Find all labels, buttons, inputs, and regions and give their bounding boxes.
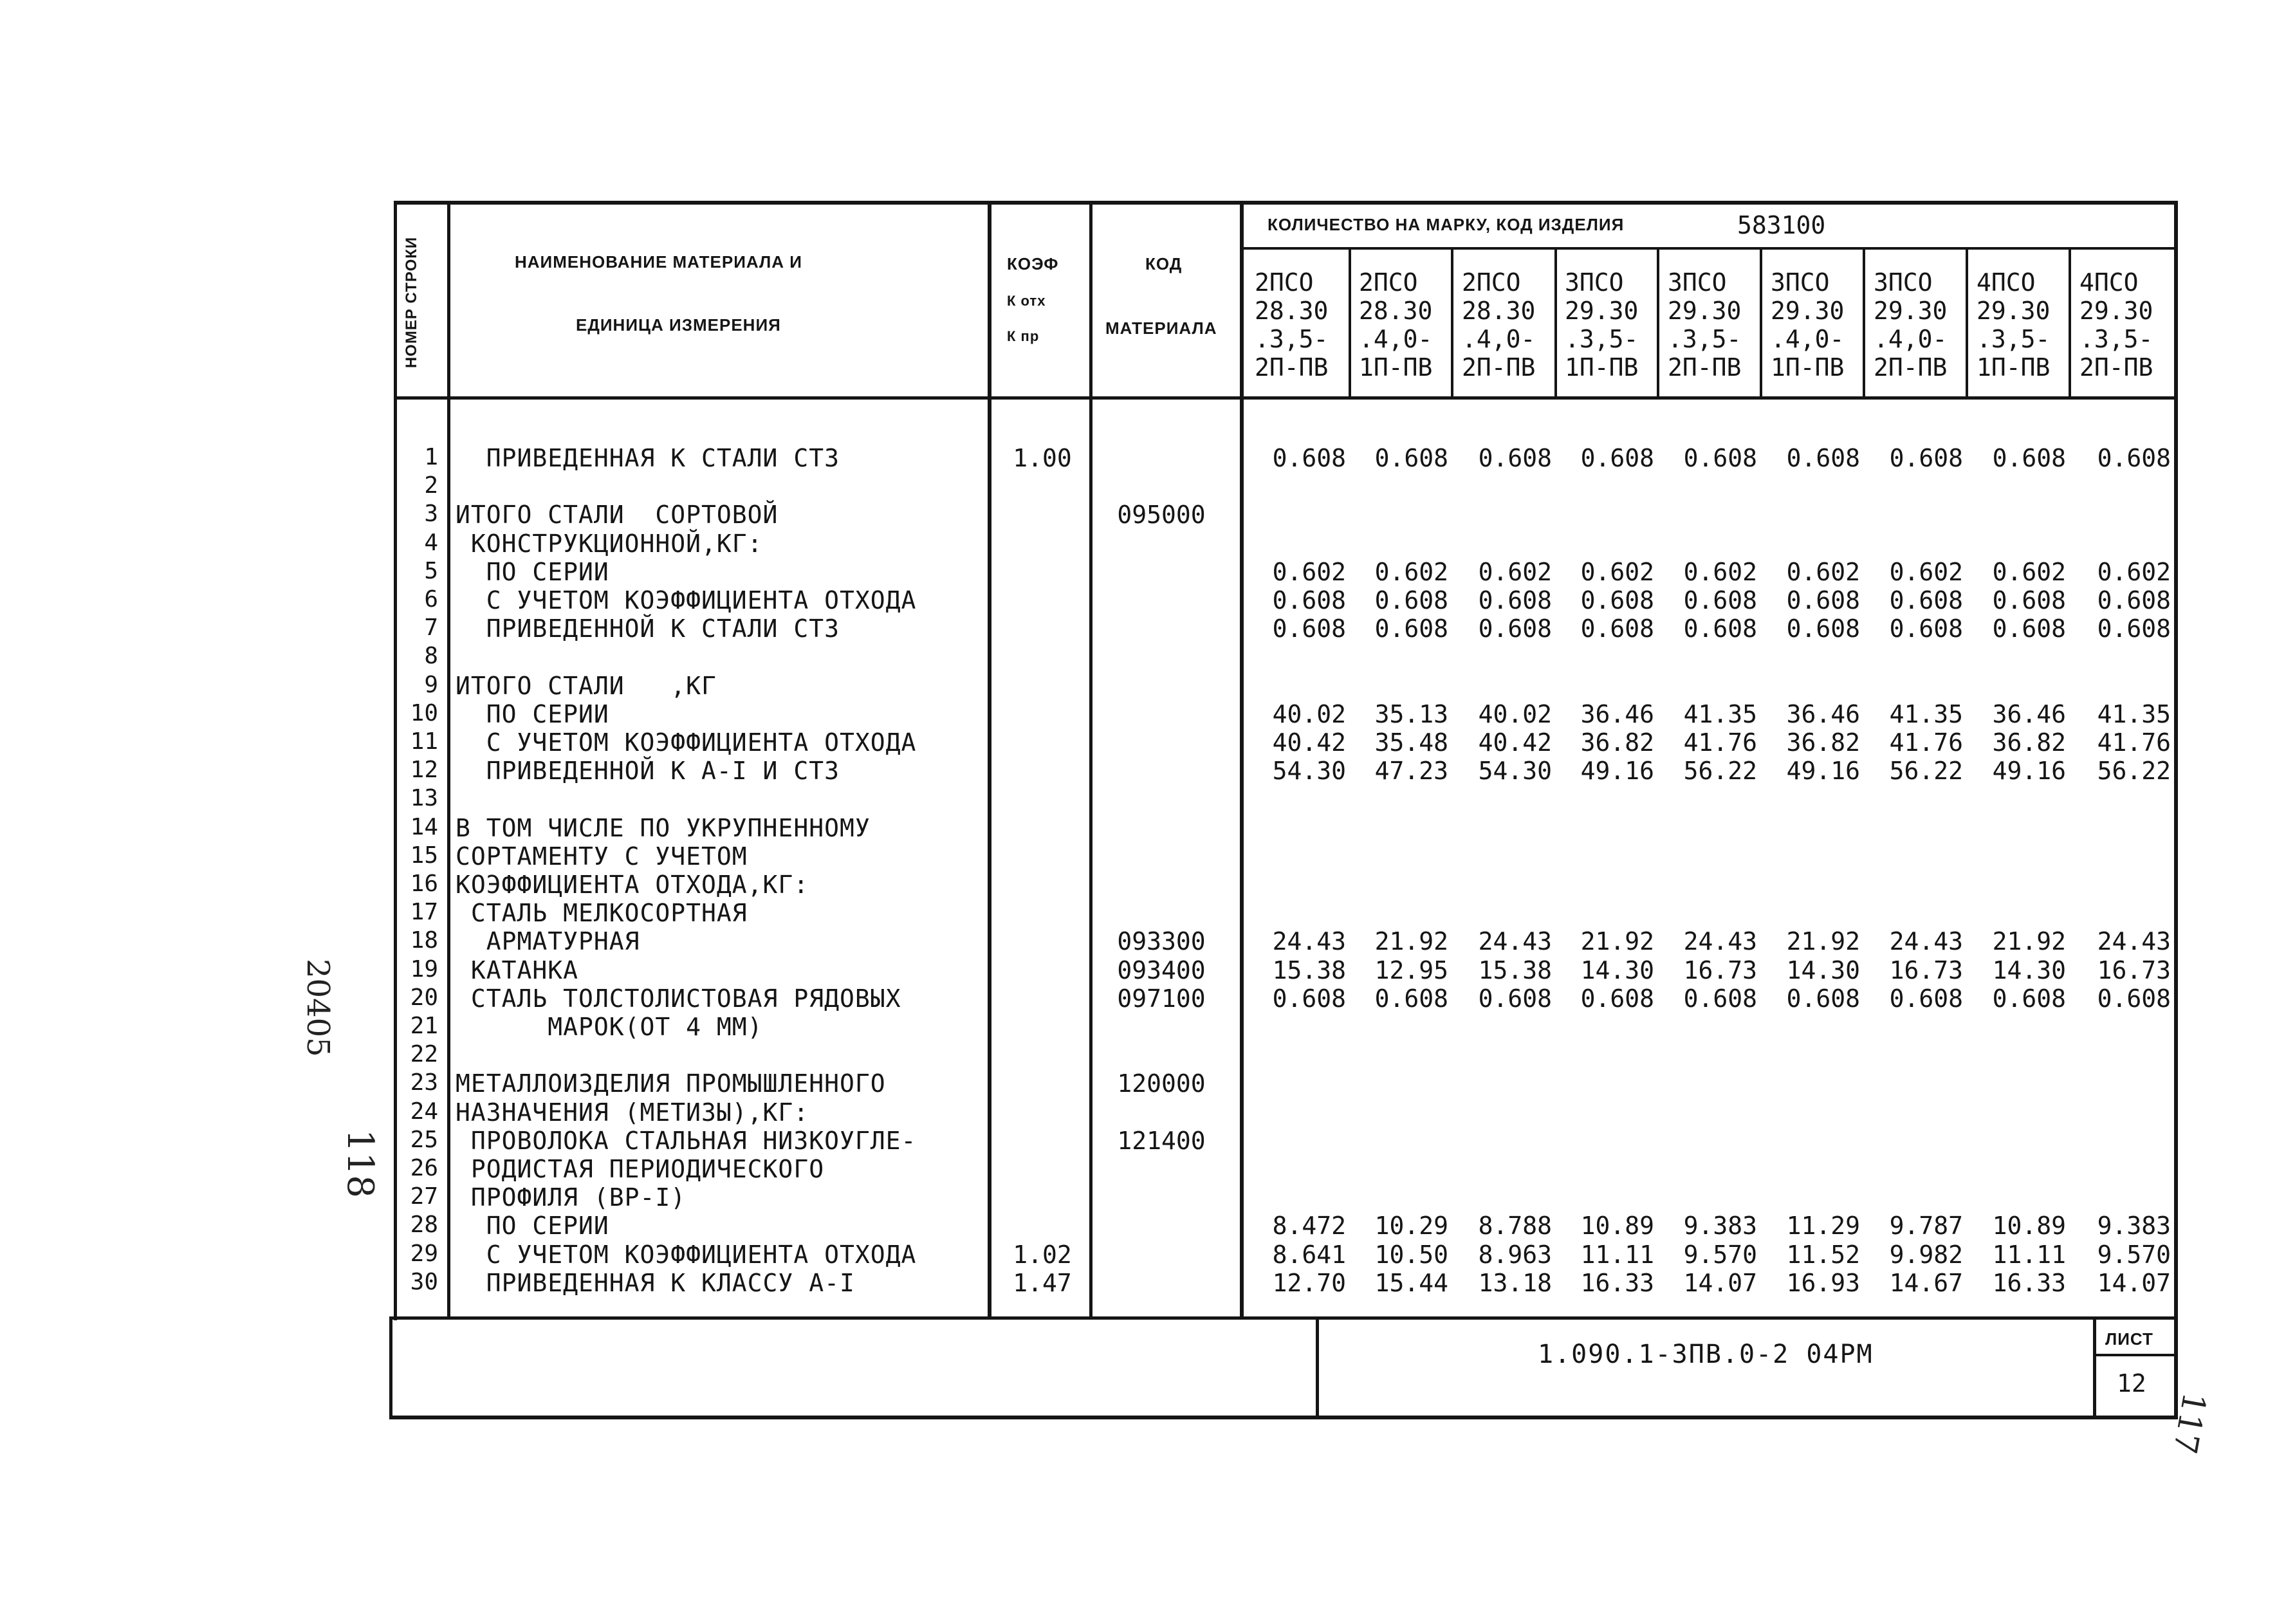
row-quantity-value: 16.33 — [1580, 1268, 1654, 1297]
row-quantity-value: 49.16 — [1580, 757, 1654, 786]
mark-sep-6 — [1863, 248, 1865, 398]
row-quantity-value: 0.602 — [1272, 557, 1346, 586]
row-quantity-value: 40.42 — [1272, 728, 1346, 757]
mark-2-line-1: 2ПСО — [1359, 268, 1418, 297]
row-quantity-value: 49.16 — [1992, 757, 2066, 786]
row-quantity-value: 35.48 — [1374, 728, 1448, 757]
row-quantity-value: 15.38 — [1272, 955, 1346, 984]
mark-sep-8 — [2069, 248, 2071, 398]
row-quantity-value: 10.50 — [1374, 1240, 1448, 1269]
row-quantity-value: 41.35 — [1889, 699, 1963, 728]
quantity-header: КОЛИЧЕСТВО НА МАРКУ, КОД ИЗДЕЛИЯ — [1268, 215, 1625, 234]
row-number: 30 — [410, 1268, 438, 1295]
row-quantity-value: 0.608 — [1992, 614, 2066, 643]
row-quantity-value: 0.608 — [1683, 984, 1757, 1013]
row-quantity-value: 11.11 — [1992, 1240, 2066, 1269]
row-quantity-value: 0.608 — [1992, 444, 2066, 472]
row-description: В ТОМ ЧИСЛЕ ПО УКРУПНЕННОМУ — [456, 813, 871, 842]
row-quantity-value: 0.608 — [1272, 984, 1346, 1013]
row-quantity-value: 36.82 — [1992, 728, 2066, 757]
row-material-code: 121400 — [1117, 1126, 1206, 1155]
row-description: СТАЛЬ МЕЛКОСОРТНАЯ — [456, 899, 748, 928]
row-quantity-value: 14.07 — [2097, 1268, 2171, 1297]
title-block-left-line — [1316, 1316, 1319, 1418]
col-sep-coef — [1089, 201, 1092, 1320]
mark-sep-4 — [1657, 248, 1659, 398]
mark-5-line-4: 2П-ПВ — [1668, 353, 1742, 382]
row-quantity-value: 9.570 — [2097, 1240, 2171, 1269]
mark-4-line-1: 3ПСО — [1565, 268, 1624, 297]
row-number: 23 — [410, 1069, 438, 1096]
title-block-sheet-label-line — [2093, 1354, 2177, 1356]
row-number: 4 — [424, 529, 438, 556]
row-quantity-value: 8.472 — [1272, 1212, 1346, 1241]
frame-right-line — [2174, 201, 2178, 1419]
row-quantity-value: 0.608 — [2097, 444, 2171, 472]
qty-header-line — [1242, 247, 2177, 250]
row-quantity-value: 40.02 — [1478, 699, 1552, 728]
row-quantity-value: 0.602 — [1889, 557, 1963, 586]
mark-4-line-2: 29.30 — [1565, 297, 1639, 325]
mark-9-line-2: 29.30 — [2079, 297, 2153, 325]
row-quantity-value: 16.93 — [1786, 1268, 1860, 1297]
row-quantity-value: 24.43 — [1272, 927, 1346, 956]
row-quantity-value: 0.608 — [1374, 586, 1448, 614]
mark-6-line-2: 29.30 — [1771, 297, 1845, 325]
row-quantity-value: 16.73 — [2097, 955, 2171, 984]
row-quantity-value: 0.608 — [1478, 444, 1552, 472]
mark-3-line-3: .4,0- — [1462, 325, 1536, 353]
row-description: СТАЛЬ ТОЛСТОЛИСТОВАЯ РЯДОВЫХ — [456, 984, 901, 1013]
row-material-code: 093300 — [1117, 927, 1206, 956]
row-quantity-value: 0.608 — [1580, 984, 1654, 1013]
row-description: СОРТАМЕНТУ С УЧЕТОМ — [456, 842, 748, 871]
row-description: НАЗНАЧЕНИЯ (МЕТИЗЫ),КГ: — [456, 1098, 809, 1127]
row-description: ИТОГО СТАЛИ СОРТОВОЙ — [456, 501, 779, 530]
row-number: 17 — [410, 899, 438, 926]
row-description: ПО СЕРИИ — [456, 557, 609, 586]
row-quantity-value: 14.07 — [1683, 1268, 1757, 1297]
row-number: 12 — [410, 757, 438, 784]
mark-9-line-4: 2П-ПВ — [2079, 353, 2153, 382]
row-quantity-value: 41.35 — [1683, 699, 1757, 728]
row-quantity-value: 36.46 — [1580, 699, 1654, 728]
row-description: С УЧЕТОМ КОЭФФИЦИЕНТА ОТХОДА — [456, 1240, 917, 1269]
mark-sep-3 — [1554, 248, 1557, 398]
row-number: 6 — [424, 586, 438, 613]
row-quantity-value: 0.602 — [1374, 557, 1448, 586]
row-number: 27 — [410, 1183, 438, 1210]
row-quantity-value: 56.22 — [1683, 757, 1757, 786]
row-quantity-value: 14.30 — [1786, 955, 1860, 984]
mark-3-line-1: 2ПСО — [1462, 268, 1521, 297]
margin-note-left-lower: 118 — [339, 1129, 381, 1198]
row-quantity-value: 9.570 — [1683, 1240, 1757, 1269]
row-number: 29 — [410, 1240, 438, 1267]
row-quantity-value: 0.608 — [1374, 614, 1448, 643]
mark-8-line-4: 1П-ПВ — [1977, 353, 2051, 382]
row-quantity-value: 21.92 — [1786, 927, 1860, 956]
row-quantity-value: 10.29 — [1374, 1212, 1448, 1241]
row-quantity-value: 0.608 — [1786, 614, 1860, 643]
row-number-header: НОМЕР СТРОКИ — [403, 236, 420, 369]
row-quantity-value: 0.608 — [1889, 444, 1963, 472]
row-quantity-value: 0.602 — [1580, 557, 1654, 586]
row-quantity-value: 9.383 — [2097, 1212, 2171, 1241]
product-code: 583100 — [1737, 211, 1826, 239]
row-material-code: 093400 — [1117, 955, 1206, 984]
row-quantity-value: 11.29 — [1786, 1212, 1860, 1241]
row-quantity-value: 16.73 — [1889, 955, 1963, 984]
row-quantity-value: 14.67 — [1889, 1268, 1963, 1297]
row-quantity-value: 0.608 — [2097, 586, 2171, 614]
row-quantity-value: 0.608 — [1478, 586, 1552, 614]
row-quantity-value: 0.602 — [1786, 557, 1860, 586]
row-quantity-value: 0.608 — [1683, 444, 1757, 472]
row-quantity-value: 0.602 — [1478, 557, 1552, 586]
row-coefficient: 1.02 — [1013, 1240, 1072, 1269]
mark-5-line-1: 3ПСО — [1668, 268, 1727, 297]
row-description: ИТОГО СТАЛИ ,КГ — [456, 671, 717, 700]
row-description: С УЧЕТОМ КОЭФФИЦИЕНТА ОТХОДА — [456, 728, 917, 757]
row-quantity-value: 0.602 — [1683, 557, 1757, 586]
row-quantity-value: 9.787 — [1889, 1212, 1963, 1241]
row-number: 25 — [410, 1126, 438, 1153]
title-block-sheet-line — [2093, 1316, 2096, 1418]
row-material-code: 097100 — [1117, 984, 1206, 1013]
row-quantity-value: 36.82 — [1580, 728, 1654, 757]
name-header-line1: НАИМЕНОВАНИЕ МАТЕРИАЛА И — [515, 252, 802, 272]
mark-2-line-4: 1П-ПВ — [1359, 353, 1433, 382]
row-quantity-value: 14.30 — [1992, 955, 2066, 984]
row-quantity-value: 0.608 — [1786, 444, 1860, 472]
mark-1-line-2: 28.30 — [1255, 297, 1329, 325]
code-header-line2: МАТЕРИАЛА — [1105, 318, 1217, 338]
row-number: 3 — [424, 501, 438, 528]
row-quantity-value: 47.23 — [1374, 757, 1448, 786]
row-description: АРМАТУРНАЯ — [456, 927, 640, 956]
row-quantity-value: 41.76 — [1889, 728, 1963, 757]
margin-note-left-upper: 20405 — [300, 959, 336, 1057]
mark-3-line-2: 28.30 — [1462, 297, 1536, 325]
mark-8-line-2: 29.30 — [1977, 297, 2051, 325]
row-quantity-value: 0.608 — [1478, 984, 1552, 1013]
row-number: 5 — [424, 557, 438, 584]
mark-6-line-4: 1П-ПВ — [1771, 353, 1845, 382]
mark-6-line-3: .4,0- — [1771, 325, 1845, 353]
mark-2-line-3: .4,0- — [1359, 325, 1433, 353]
row-description: ПРИВЕДЕННОЙ К СТАЛИ СТ3 — [456, 614, 840, 643]
row-quantity-value: 9.982 — [1889, 1240, 1963, 1269]
mark-8-line-3: .3,5- — [1977, 325, 2051, 353]
row-quantity-value: 0.608 — [1580, 614, 1654, 643]
row-quantity-value: 0.608 — [1889, 984, 1963, 1013]
row-quantity-value: 21.92 — [1992, 927, 2066, 956]
row-description: КАТАНКА — [456, 955, 579, 984]
row-quantity-value: 0.608 — [1992, 984, 2066, 1013]
mark-5-line-3: .3,5- — [1668, 325, 1742, 353]
document-code: 1.090.1-3ПВ.0-2 04РМ — [1538, 1340, 1874, 1369]
row-quantity-value: 11.11 — [1580, 1240, 1654, 1269]
row-quantity-value: 35.13 — [1374, 699, 1448, 728]
row-number: 1 — [424, 444, 438, 470]
row-description: МАРОК(ОТ 4 ММ) — [456, 1013, 763, 1041]
mark-9-line-3: .3,5- — [2079, 325, 2153, 353]
mark-sep-7 — [1966, 248, 1968, 398]
row-quantity-value: 0.608 — [1272, 444, 1346, 472]
row-quantity-value: 15.44 — [1374, 1268, 1448, 1297]
row-number: 26 — [410, 1155, 438, 1181]
row-description: ПРИВЕДЕННОЙ К А-I И СТ3 — [456, 757, 840, 786]
mark-9-line-1: 4ПСО — [2079, 268, 2139, 297]
row-number: 8 — [424, 643, 438, 670]
row-quantity-value: 12.95 — [1374, 955, 1448, 984]
row-number: 7 — [424, 614, 438, 641]
row-quantity-value: 21.92 — [1580, 927, 1654, 956]
row-quantity-value: 0.602 — [2097, 557, 2171, 586]
row-quantity-value: 8.788 — [1478, 1212, 1552, 1241]
row-quantity-value: 36.46 — [1992, 699, 2066, 728]
row-quantity-value: 24.43 — [2097, 927, 2171, 956]
row-description: С УЧЕТОМ КОЭФФИЦИЕНТА ОТХОДА — [456, 586, 917, 614]
col-sep-name — [988, 201, 991, 1320]
row-description: ПРОФИЛЯ (ВР-I) — [456, 1183, 687, 1212]
sheet-number: 12 — [2117, 1369, 2146, 1398]
row-description: ПО СЕРИИ — [456, 1212, 609, 1241]
row-quantity-value: 40.42 — [1478, 728, 1552, 757]
col-sep-code — [1240, 201, 1244, 1320]
row-description: ПО СЕРИИ — [456, 699, 609, 728]
mark-7-line-4: 2П-ПВ — [1874, 353, 1948, 382]
coef-header-line1: КОЭФ — [1007, 254, 1059, 273]
row-description: КОНСТРУКЦИОННОЙ,КГ: — [456, 529, 763, 558]
row-quantity-value: 16.33 — [1992, 1268, 2066, 1297]
row-number: 11 — [410, 728, 438, 755]
row-quantity-value: 8.963 — [1478, 1240, 1552, 1269]
row-description: КОЭФФИЦИЕНТА ОТХОДА,КГ: — [456, 871, 809, 899]
row-description: РОДИСТАЯ ПЕРИОДИЧЕСКОГО — [456, 1155, 825, 1183]
row-quantity-value: 0.608 — [1580, 586, 1654, 614]
row-description: ПРИВЕДЕННАЯ К КЛАССУ А-I — [456, 1268, 855, 1297]
coef-header-line3: К пр — [1007, 328, 1040, 344]
row-quantity-value: 11.52 — [1786, 1240, 1860, 1269]
margin-note-right: 117 — [2166, 1389, 2213, 1457]
row-number: 15 — [410, 842, 438, 869]
row-description: МЕТАЛЛОИЗДЕЛИЯ ПРОМЫШЛЕННОГО — [456, 1069, 886, 1098]
row-quantity-value: 8.641 — [1272, 1240, 1346, 1269]
row-quantity-value: 41.76 — [1683, 728, 1757, 757]
row-quantity-value: 0.608 — [1786, 984, 1860, 1013]
frame-bottom-line — [389, 1416, 2177, 1419]
mark-4-line-3: .3,5- — [1565, 325, 1639, 353]
row-quantity-value: 0.608 — [2097, 984, 2171, 1013]
code-header-line1: КОД — [1145, 254, 1183, 273]
row-coefficient: 1.00 — [1013, 444, 1072, 472]
row-quantity-value: 12.70 — [1272, 1268, 1346, 1297]
row-number: 9 — [424, 671, 438, 698]
row-quantity-value: 0.608 — [1889, 586, 1963, 614]
row-quantity-value: 24.43 — [1478, 927, 1552, 956]
row-quantity-value: 21.92 — [1374, 927, 1448, 956]
row-quantity-value: 0.608 — [1374, 444, 1448, 472]
mark-sep-1 — [1349, 248, 1351, 398]
row-quantity-value: 54.30 — [1272, 757, 1346, 786]
row-quantity-value: 15.38 — [1478, 955, 1552, 984]
col-sep-number — [447, 201, 450, 1320]
mark-3-line-4: 2П-ПВ — [1462, 353, 1536, 382]
row-description: ПРИВЕДЕННАЯ К СТАЛИ СТ3 — [456, 444, 840, 472]
row-number: 2 — [424, 472, 438, 499]
row-quantity-value: 40.02 — [1272, 699, 1346, 728]
mark-1-line-3: .3,5- — [1255, 325, 1329, 353]
row-quantity-value: 56.22 — [1889, 757, 1963, 786]
row-number: 19 — [410, 955, 438, 983]
mark-4-line-4: 1П-ПВ — [1565, 353, 1639, 382]
row-number: 14 — [410, 813, 438, 840]
row-number: 28 — [410, 1212, 438, 1239]
row-quantity-value: 14.30 — [1580, 955, 1654, 984]
row-number: 20 — [410, 984, 438, 1011]
row-number: 21 — [410, 1013, 438, 1039]
mark-1-line-1: 2ПСО — [1255, 268, 1314, 297]
mark-6-line-1: 3ПСО — [1771, 268, 1830, 297]
row-material-code: 120000 — [1117, 1069, 1206, 1098]
row-quantity-value: 36.46 — [1786, 699, 1860, 728]
row-quantity-value: 0.608 — [1272, 586, 1346, 614]
mark-2-line-2: 28.30 — [1359, 297, 1433, 325]
mark-7-line-2: 29.30 — [1874, 297, 1948, 325]
row-coefficient: 1.47 — [1013, 1268, 1072, 1297]
row-quantity-value: 10.89 — [1992, 1212, 2066, 1241]
sheet-label: ЛИСТ — [2105, 1329, 2153, 1349]
row-quantity-value: 16.73 — [1683, 955, 1757, 984]
coef-header-line2: К отх — [1007, 293, 1046, 309]
row-quantity-value: 49.16 — [1786, 757, 1860, 786]
mark-sep-5 — [1760, 248, 1762, 398]
row-quantity-value: 0.608 — [1272, 614, 1346, 643]
name-header-line2: ЕДИНИЦА ИЗМЕРЕНИЯ — [576, 315, 781, 335]
mark-8-line-1: 4ПСО — [1977, 268, 2036, 297]
row-quantity-value: 41.35 — [2097, 699, 2171, 728]
frame-body-bottom-line — [389, 1316, 2177, 1320]
row-number: 16 — [410, 871, 438, 897]
frame-top-line — [394, 201, 2177, 205]
row-number: 10 — [410, 699, 438, 726]
mark-5-line-2: 29.30 — [1668, 297, 1742, 325]
mark-1-line-4: 2П-ПВ — [1255, 353, 1329, 382]
mark-7-line-1: 3ПСО — [1874, 268, 1933, 297]
row-quantity-value: 0.608 — [1786, 586, 1860, 614]
row-material-code: 095000 — [1117, 501, 1206, 530]
row-quantity-value: 41.76 — [2097, 728, 2171, 757]
row-quantity-value: 13.18 — [1478, 1268, 1552, 1297]
row-number: 24 — [410, 1098, 438, 1125]
row-number: 18 — [410, 927, 438, 954]
row-description: ПРОВОЛОКА СТАЛЬНАЯ НИЗКОУГЛЕ- — [456, 1126, 917, 1155]
row-quantity-value: 24.43 — [1683, 927, 1757, 956]
row-quantity-value: 56.22 — [2097, 757, 2171, 786]
frame-header-bottom-line — [394, 396, 2177, 400]
row-quantity-value: 9.383 — [1683, 1212, 1757, 1241]
row-number: 22 — [410, 1041, 438, 1068]
row-quantity-value: 0.608 — [1478, 614, 1552, 643]
row-quantity-value: 0.608 — [1374, 984, 1448, 1013]
row-number: 13 — [410, 785, 438, 812]
row-quantity-value: 0.608 — [1683, 586, 1757, 614]
row-quantity-value: 0.608 — [1683, 614, 1757, 643]
row-quantity-value: 36.82 — [1786, 728, 1860, 757]
row-quantity-value: 10.89 — [1580, 1212, 1654, 1241]
row-quantity-value: 0.608 — [1889, 614, 1963, 643]
row-quantity-value: 0.608 — [2097, 614, 2171, 643]
row-quantity-value: 54.30 — [1478, 757, 1552, 786]
mark-7-line-3: .4,0- — [1874, 325, 1948, 353]
row-quantity-value: 24.43 — [1889, 927, 1963, 956]
row-quantity-value: 0.608 — [1992, 586, 2066, 614]
row-quantity-value: 0.602 — [1992, 557, 2066, 586]
mark-sep-2 — [1451, 248, 1453, 398]
row-quantity-value: 0.608 — [1580, 444, 1654, 472]
frame-left-footer-line — [389, 1316, 392, 1419]
